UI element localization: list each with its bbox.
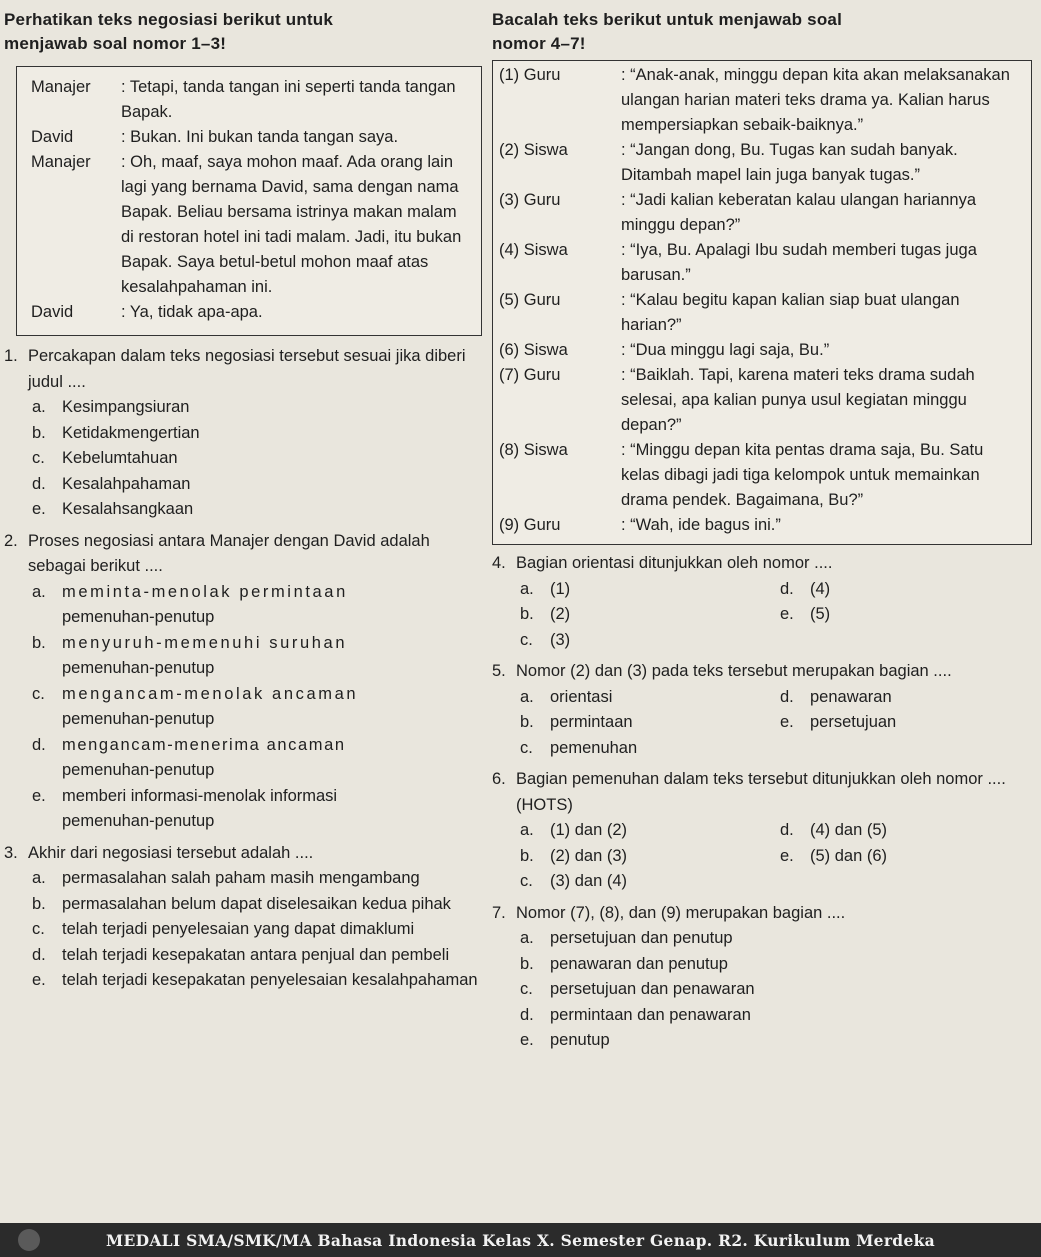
answer-option[interactable]: d. mengancam-menerima ancaman pemenuhan-penutup <box>32 735 346 779</box>
page-number-badge-icon <box>18 1229 40 1251</box>
answer-option[interactable]: d. (4) <box>780 579 831 598</box>
answer-option[interactable]: c. telah terjadi penyelesaian yang dapat dimaklumi <box>32 920 415 938</box>
answer-option[interactable]: b. Ketidakmengertian <box>32 423 200 442</box>
answer-option[interactable]: d. penawaran <box>780 687 892 706</box>
answer-option[interactable]: b. (2) <box>520 605 571 623</box>
answer-option[interactable]: e. persetujuan <box>780 713 897 731</box>
answer-option[interactable]: e. telah terjadi kesepakatan penyelesaian kesalahpahaman <box>32 971 478 989</box>
answer-option[interactable]: b. menyuruh-memenuhi suruhan pemenuhan-penutup <box>32 633 348 677</box>
answer-option[interactable]: a. orientasi <box>520 687 613 706</box>
dialogue-line: (5) Guru : “Kalau begitu kapan kalian siap buat ulangan harian?” <box>499 291 960 334</box>
dialogue-line: (3) Guru : “Jadi kalian keberatan kalau ulangan hariannya minggu depan?” <box>499 191 976 234</box>
answer-option[interactable]: a. (1) <box>520 579 571 598</box>
answer-option[interactable]: d. permintaan dan penawaran <box>520 1005 751 1024</box>
answer-option[interactable]: c. persetujuan dan penawaran <box>520 980 755 998</box>
question-7: 7. Nomor (7), (8), dan (9) merupakan bagian .... a. persetujuan dan penutup b. penawaran dan penutup c. persetujuan dan penawaran d. permintaan dan penawaran e. penutup <box>492 901 1032 1054</box>
left-heading: Perhatikan teks negosiasi berikut untuk menjawab soal nomor 1–3! <box>4 10 334 53</box>
answer-option[interactable]: e. penutup <box>520 1031 610 1049</box>
right-heading: Bacalah teks berikut untuk menjawab soal nomor 4–7! <box>492 10 843 53</box>
dialogue-line: David : Bukan. Ini bukan tanda tangan saya. <box>31 128 399 146</box>
answer-option[interactable]: c. Kebelumtahuan <box>32 449 178 467</box>
question-6: 6. Bagian pemenuhan dalam teks tersebut ditunjukkan oleh nomor .... (HOTS) a. (1) dan (2) d. (4) dan (5) b. (2) dan (3) e. (5) dan (6) c. (3) dan (4) <box>492 767 1032 895</box>
dialogue-line: (6) Siswa : “Dua minggu lagi saja, Bu.” <box>499 341 830 359</box>
answer-option[interactable]: c. pemenuhan <box>520 738 638 757</box>
answer-option[interactable]: e. Kesalahsangkaan <box>32 500 194 518</box>
answer-option[interactable]: c. (3) <box>520 630 571 649</box>
left-column <box>4 8 482 994</box>
dialogue-line: (8) Siswa : “Minggu depan kita pentas drama saja, Bu. Satu kelas dibagi jadi tiga kelompok untuk memainkan drama pendek. Bagaimana, Bu?” <box>499 441 984 509</box>
question-5: 5. Nomor (2) dan (3) pada teks tersebut merupakan bagian .... a. orientasi d. penawaran b. permintaan e. persetujuan c. pemenuhan <box>492 659 1032 761</box>
dialogue-line: Manajer : Oh, maaf, saya mohon maaf. Ada orang lain lagi yang bernama David, sama dengan nama Bapak. Beliau bersama istrinya makan malam di restoran hotel ini tadi malam. Jadi, itu bukan Bapak. Saya betul-betul mohon maaf atas kesalahpahaman ini. <box>31 153 462 296</box>
answer-option[interactable]: a. meminta-menolak permintaan pemenuhan-penutup <box>32 582 348 626</box>
question-1: 1. Percakapan dalam teks negosiasi tersebut sesuai jika diberi judul .... a. Kesimpangsiuran b. Ketidakmengertian c. Kebelumtahuan d. Kesalahpahaman e. Kesalahsangkaan <box>4 344 482 523</box>
answer-option[interactable]: b. permasalahan belum dapat diselesaikan kedua pihak <box>32 894 451 913</box>
dialogue-line: David : Ya, tidak apa-apa. <box>31 303 263 321</box>
dialogue-line: (4) Siswa : “Iya, Bu. Apalagi Ibu sudah memberi tugas juga barusan.” <box>499 241 977 284</box>
answer-option[interactable]: a. permasalahan salah paham masih mengambang <box>32 869 420 887</box>
dialogue-line: Manajer : Tetapi, tanda tangan ini seperti tanda tangan Bapak. <box>31 78 456 121</box>
question-4: 4. Bagian orientasi ditunjukkan oleh nomor .... a. (1) d. (4) b. (2) e. (5) c. (3) <box>492 551 1032 653</box>
answer-option[interactable]: e. (5) <box>780 605 831 623</box>
answer-option[interactable]: e. (5) dan (6) <box>780 846 888 865</box>
dialogue-box-left <box>16 66 482 336</box>
footer-title: MEDALI SMA/SMK/MA Bahasa Indonesia Kelas X. Semester Genap. R2. Kurikulum Merdeka <box>106 1230 935 1250</box>
answer-option[interactable]: e. memberi informasi-menolak informasi pemenuhan-penutup <box>32 786 338 830</box>
answer-option[interactable]: d. (4) dan (5) <box>780 821 888 839</box>
question-3: 3. Akhir dari negosiasi tersebut adalah .... a. permasalahan salah paham masih mengambang b. permasalahan belum dapat diselesaikan kedua pihak c. telah terjadi penyelesaian yang dapat dimaklumi d. telah terjadi kesepakatan antara penjual dan pembeli e. telah terjadi kesepakatan penyelesaian kesalahpahaman <box>4 841 482 994</box>
answer-option[interactable]: a. Kesimpangsiuran <box>32 398 190 416</box>
answer-option[interactable]: a. (1) dan (2) <box>520 821 628 839</box>
answer-option[interactable]: b. (2) dan (3) <box>520 846 628 865</box>
dialogue-line: (1) Guru : “Anak-anak, minggu depan kita akan melaksanakan ulangan harian materi teks drama ya. Kalian harus mempersiapkan sebaik-baiknya.” <box>499 66 1010 134</box>
answer-option[interactable]: d. telah terjadi kesepakatan antara penjual dan pembeli <box>32 945 450 964</box>
page-footer <box>0 1223 1041 1257</box>
right-column <box>492 8 1032 1054</box>
answer-option[interactable]: c. (3) dan (4) <box>520 872 628 890</box>
dialogue-line: (9) Guru : “Wah, ide bagus ini.” <box>499 516 781 534</box>
answer-option[interactable]: a. persetujuan dan penutup <box>520 929 733 947</box>
answer-option[interactable]: d. Kesalahpahaman <box>32 474 191 493</box>
dialogue-line: (2) Siswa : “Jangan dong, Bu. Tugas kan sudah banyak. Ditambah mapel lain juga banyak tugas.” <box>499 141 958 184</box>
answer-option[interactable]: c. mengancam-menolak ancaman pemenuhan-penutup <box>32 684 359 728</box>
dialogue-line: (7) Guru : “Baiklah. Tapi, karena materi teks drama sudah selesai, apa kalian punya usul kegiatan minggu depan?” <box>499 366 975 434</box>
dialogue-box-right <box>492 60 1032 545</box>
question-2: 2. Proses negosiasi antara Manajer dengan David adalah sebagai berikut .... a. meminta-menolak permintaan pemenuhan-penutup b. menyuruh-memenuhi suruhan pemenuhan-penutup c. mengancam-menolak ancaman pemenuhan-penutup d. mengancam-menerima ancaman pemenuhan-penutup e. memberi informasi-menolak informasi pemenuhan-penutup <box>4 529 482 835</box>
answer-option[interactable]: b. permintaan <box>520 713 633 731</box>
answer-option[interactable]: b. penawaran dan penutup <box>520 954 728 973</box>
